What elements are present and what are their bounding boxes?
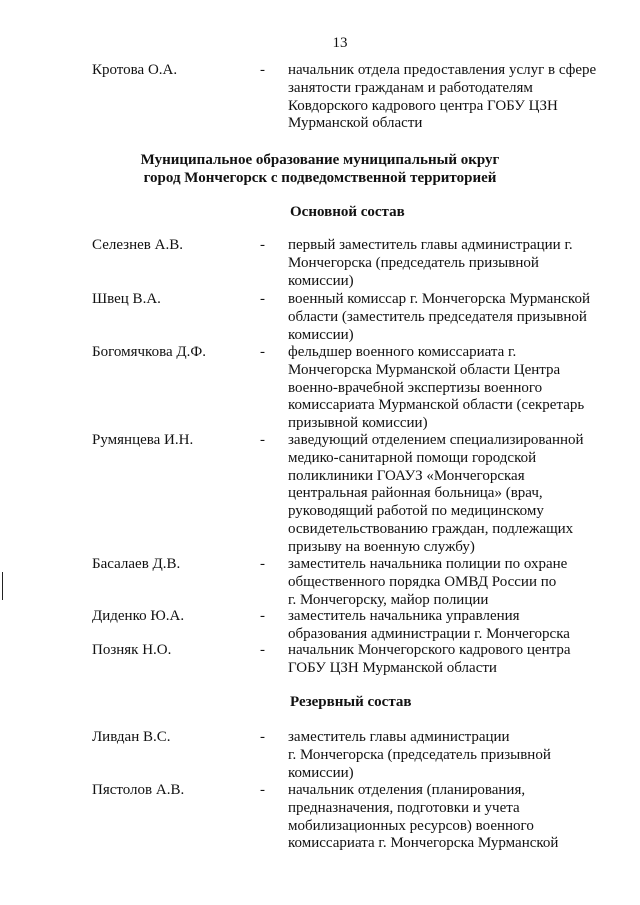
member-position: начальник отделения (планирования, предназначения, подготовки и учета мобилизационных ресурсов) военного комиссариата г. Мончегорска Мурманской: [288, 782, 559, 852]
main-composition-heading: Основной состав: [290, 204, 405, 220]
member-position: фельдшер военного комиссариата г. Мончегорска Мурманской области Центра военно-врачебной экспертизы военного комиссариата Мурманской области (секретарь призывной комиссии): [288, 344, 585, 432]
member-position: начальник отдела предоставления услуг в сфере занятости гражданам и работодателям Ковдорского кадрового центра ГОБУ ЦЗН Мурманской области: [288, 62, 597, 132]
member-name: Пястолов А.В.: [92, 782, 185, 798]
member-name: Селезнев А.В.: [92, 237, 183, 253]
member-name: Кротова О.А.: [92, 62, 178, 78]
member-name: Швец В.А.: [92, 291, 161, 307]
dash-separator: -: [260, 291, 265, 307]
member-position: начальник Мончегорского кадрового центра ГОБУ ЦЗН Мурманской области: [288, 642, 571, 676]
dash-separator: -: [260, 782, 265, 798]
page-number: 13: [332, 35, 348, 51]
dash-separator: -: [260, 608, 265, 624]
scan-margin-mark: [2, 572, 3, 600]
dash-separator: -: [260, 556, 265, 572]
member-position: первый заместитель главы администрации г. Мончегорска (председатель призывной комиссии): [288, 237, 573, 289]
member-position: заместитель начальника управления образования администрации г. Мончегорска: [288, 608, 570, 642]
member-position: военный комиссар г. Мончегорска Мурманской области (заместитель председателя призывной комиссии): [288, 291, 590, 343]
dash-separator: -: [260, 642, 265, 658]
member-name: Богомячкова Д.Ф.: [92, 344, 206, 360]
member-name: Румянцева И.Н.: [92, 432, 194, 448]
dash-separator: -: [260, 237, 265, 253]
member-position: заместитель начальника полиции по охране общественного порядка ОМВД России по г. Мончегорску, майор полиции: [288, 556, 568, 608]
member-name: Ливдан В.С.: [92, 729, 171, 745]
member-name: Позняк Н.О.: [92, 642, 172, 658]
dash-separator: -: [260, 729, 265, 745]
member-name: Басалаев Д.В.: [92, 556, 181, 572]
member-position: заведующий отделением специализированной медико-санитарной помощи городской поликлиники ГОАУЗ «Мончегорская центральная районная больница» (врач, руководящий работой по медицинскому освидетельствованию граждан, подлежащих призыву на военную службу): [288, 432, 584, 555]
municipality-title: Муниципальное образование муниципальный округ город Мончегорск с подведомственной территорией: [140, 152, 500, 186]
member-position: заместитель главы администрации г. Мончегорска (председатель призывной комиссии): [288, 729, 551, 781]
reserve-composition-heading: Резервный состав: [290, 694, 412, 710]
dash-separator: -: [260, 432, 265, 448]
dash-separator: -: [260, 344, 265, 360]
member-name: Диденко Ю.А.: [92, 608, 185, 624]
dash-separator: -: [260, 62, 265, 78]
